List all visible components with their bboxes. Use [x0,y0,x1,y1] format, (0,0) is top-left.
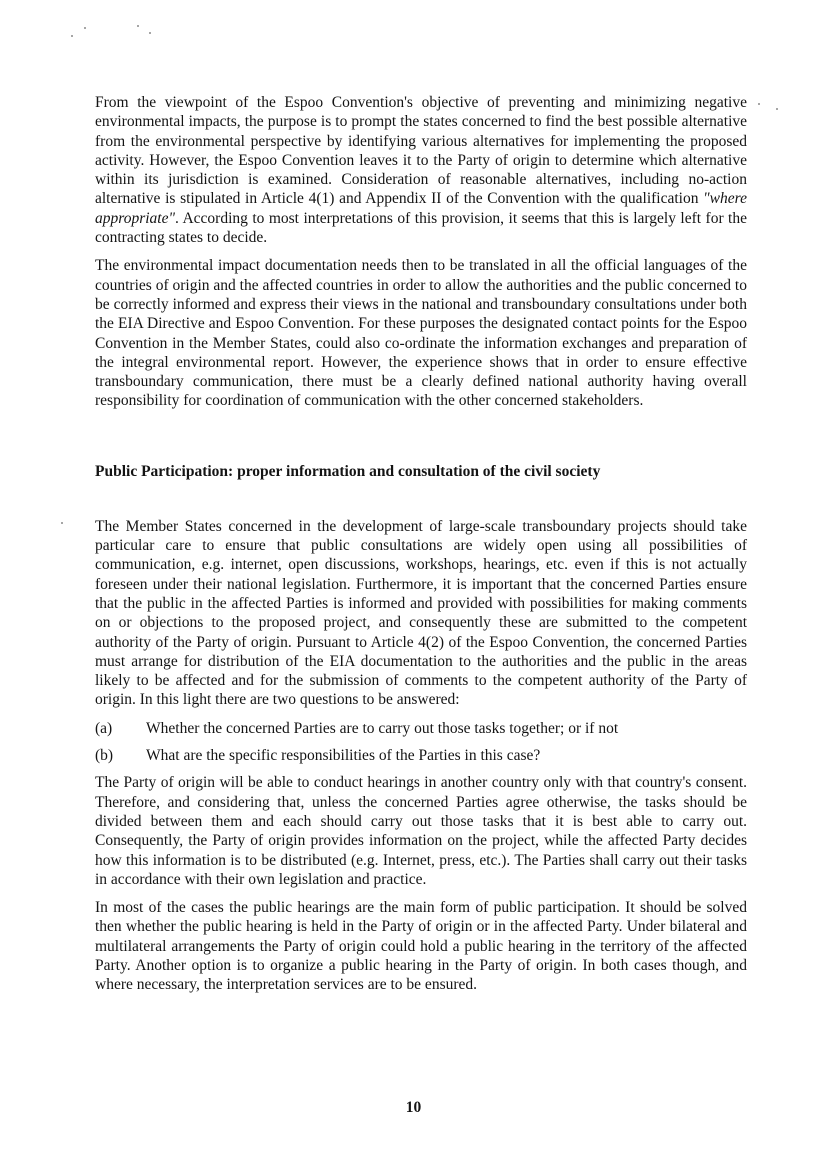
paragraph-translation: The environmental impact documentation needs then to be translated in all the official languages of the countries of origin and the affected countries in order to allow the authorities and the public concerned to be correctly informed and express their views in the national and transboundary consultations under both the EIA Directive and Espoo Convention. For these purposes the designated contact points for the Espoo Convention in the Member States, could also co-ordinate the information exchanges and preparation of the integral environmental report. However, the experience shows that in order to ensure effective transboundary communication, there must be a clearly defined national authority having overall responsibility for coordination of communication with the other concerned stakeholders. [95,257,747,410]
scan-speck [71,35,73,37]
paragraph-public-consultations: The Member States concerned in the development of large-scale transboundary projects should take particular care to ensure that public consultations are widely open using all possibilities of communication, e.g. internet, open discussions, workshops, hearings, etc. even if this is not actually foreseen under their national legislation. Furthermore, it is important that the concerned Parties ensure that the public in the affected Parties is informed and provided with possibilities for making comments on or objections to the proposed project, and consequently these are submitted to the competent authority of the Party of origin. Pursuant to Article 4(2) of the Espoo Convention, the concerned Parties must arrange for distribution of the EIA documentation to the authorities and the public in the areas likely to be affected and for the submission of comments to the competent authority of the Party of origin. In this light there are two questions to be answered: [95,517,747,709]
scan-speck [137,25,139,27]
paragraph-alternatives [95,93,747,247]
scan-speck [61,522,63,524]
list-item-text: What are the specific responsibilities of the Parties in this case? [146,747,541,765]
list-marker: (a) [95,719,113,737]
document-page [95,93,747,1004]
paragraph-hearings-consent: The Party of origin will be able to conduct hearings in another country only with that country's consent. Therefore, and considering that, unless the concerned Parties agree otherwise, the tasks should be divided between them and each should carry out those tasks that it is best able to carry out. Consequently, the Party of origin provides information on the project, while the affected Party decides how this information is to be distributed (e.g. Internet, press, etc.). The Parties shall carry out their tasks in accordance with their own legislation and practice. [95,774,747,888]
list-item-text: Whether the concerned Parties are to carry out those tasks together; or if not [146,719,619,737]
paragraph-alternatives-end: . According to most interpretations of this provision, it seems that this is largely left for the contracting states to decide. [95,209,747,247]
list-item [95,746,747,765]
paragraph-alternatives-text: From the viewpoint of the Espoo Convention's objective of preventing and minimizing negative environmental impacts, the purpose is to prompt the states concerned to find the best possible alternative from the environmental perspective by identifying various alternatives for implementing the proposed activity. However, the Espoo Convention leaves it to the Party of origin to determine which alternative within its jurisdiction is examined. Consideration of reasonable alternatives, including no-action alternative is stipulated in Article 4(1) and Appendix II of the Convention with the qualification [95,94,747,208]
list-item [95,719,747,738]
scan-speck [84,27,86,29]
page-number: 10 [405,1099,422,1116]
scan-speck [776,108,778,110]
section-heading: Public Participation: proper information and consultation of the civil society [95,462,601,480]
scan-speck [149,32,151,34]
scan-speck [758,103,760,105]
paragraph-public-hearings: In most of the cases the public hearings are the main form of public participation. It should be solved then whether the public hearing is held in the Party of origin or in the affected Party. Under bilateral and multilateral arrangements the Party of origin could hold a public hearing in the territory of the affected Party. Another option is to organize a public hearing in the Party of origin. In both cases though, and where necessary, the interpretation services are to be ensured. [95,899,747,994]
list-marker: (b) [95,747,114,765]
where-appropriate-quote: "where appropriate" [95,190,747,227]
